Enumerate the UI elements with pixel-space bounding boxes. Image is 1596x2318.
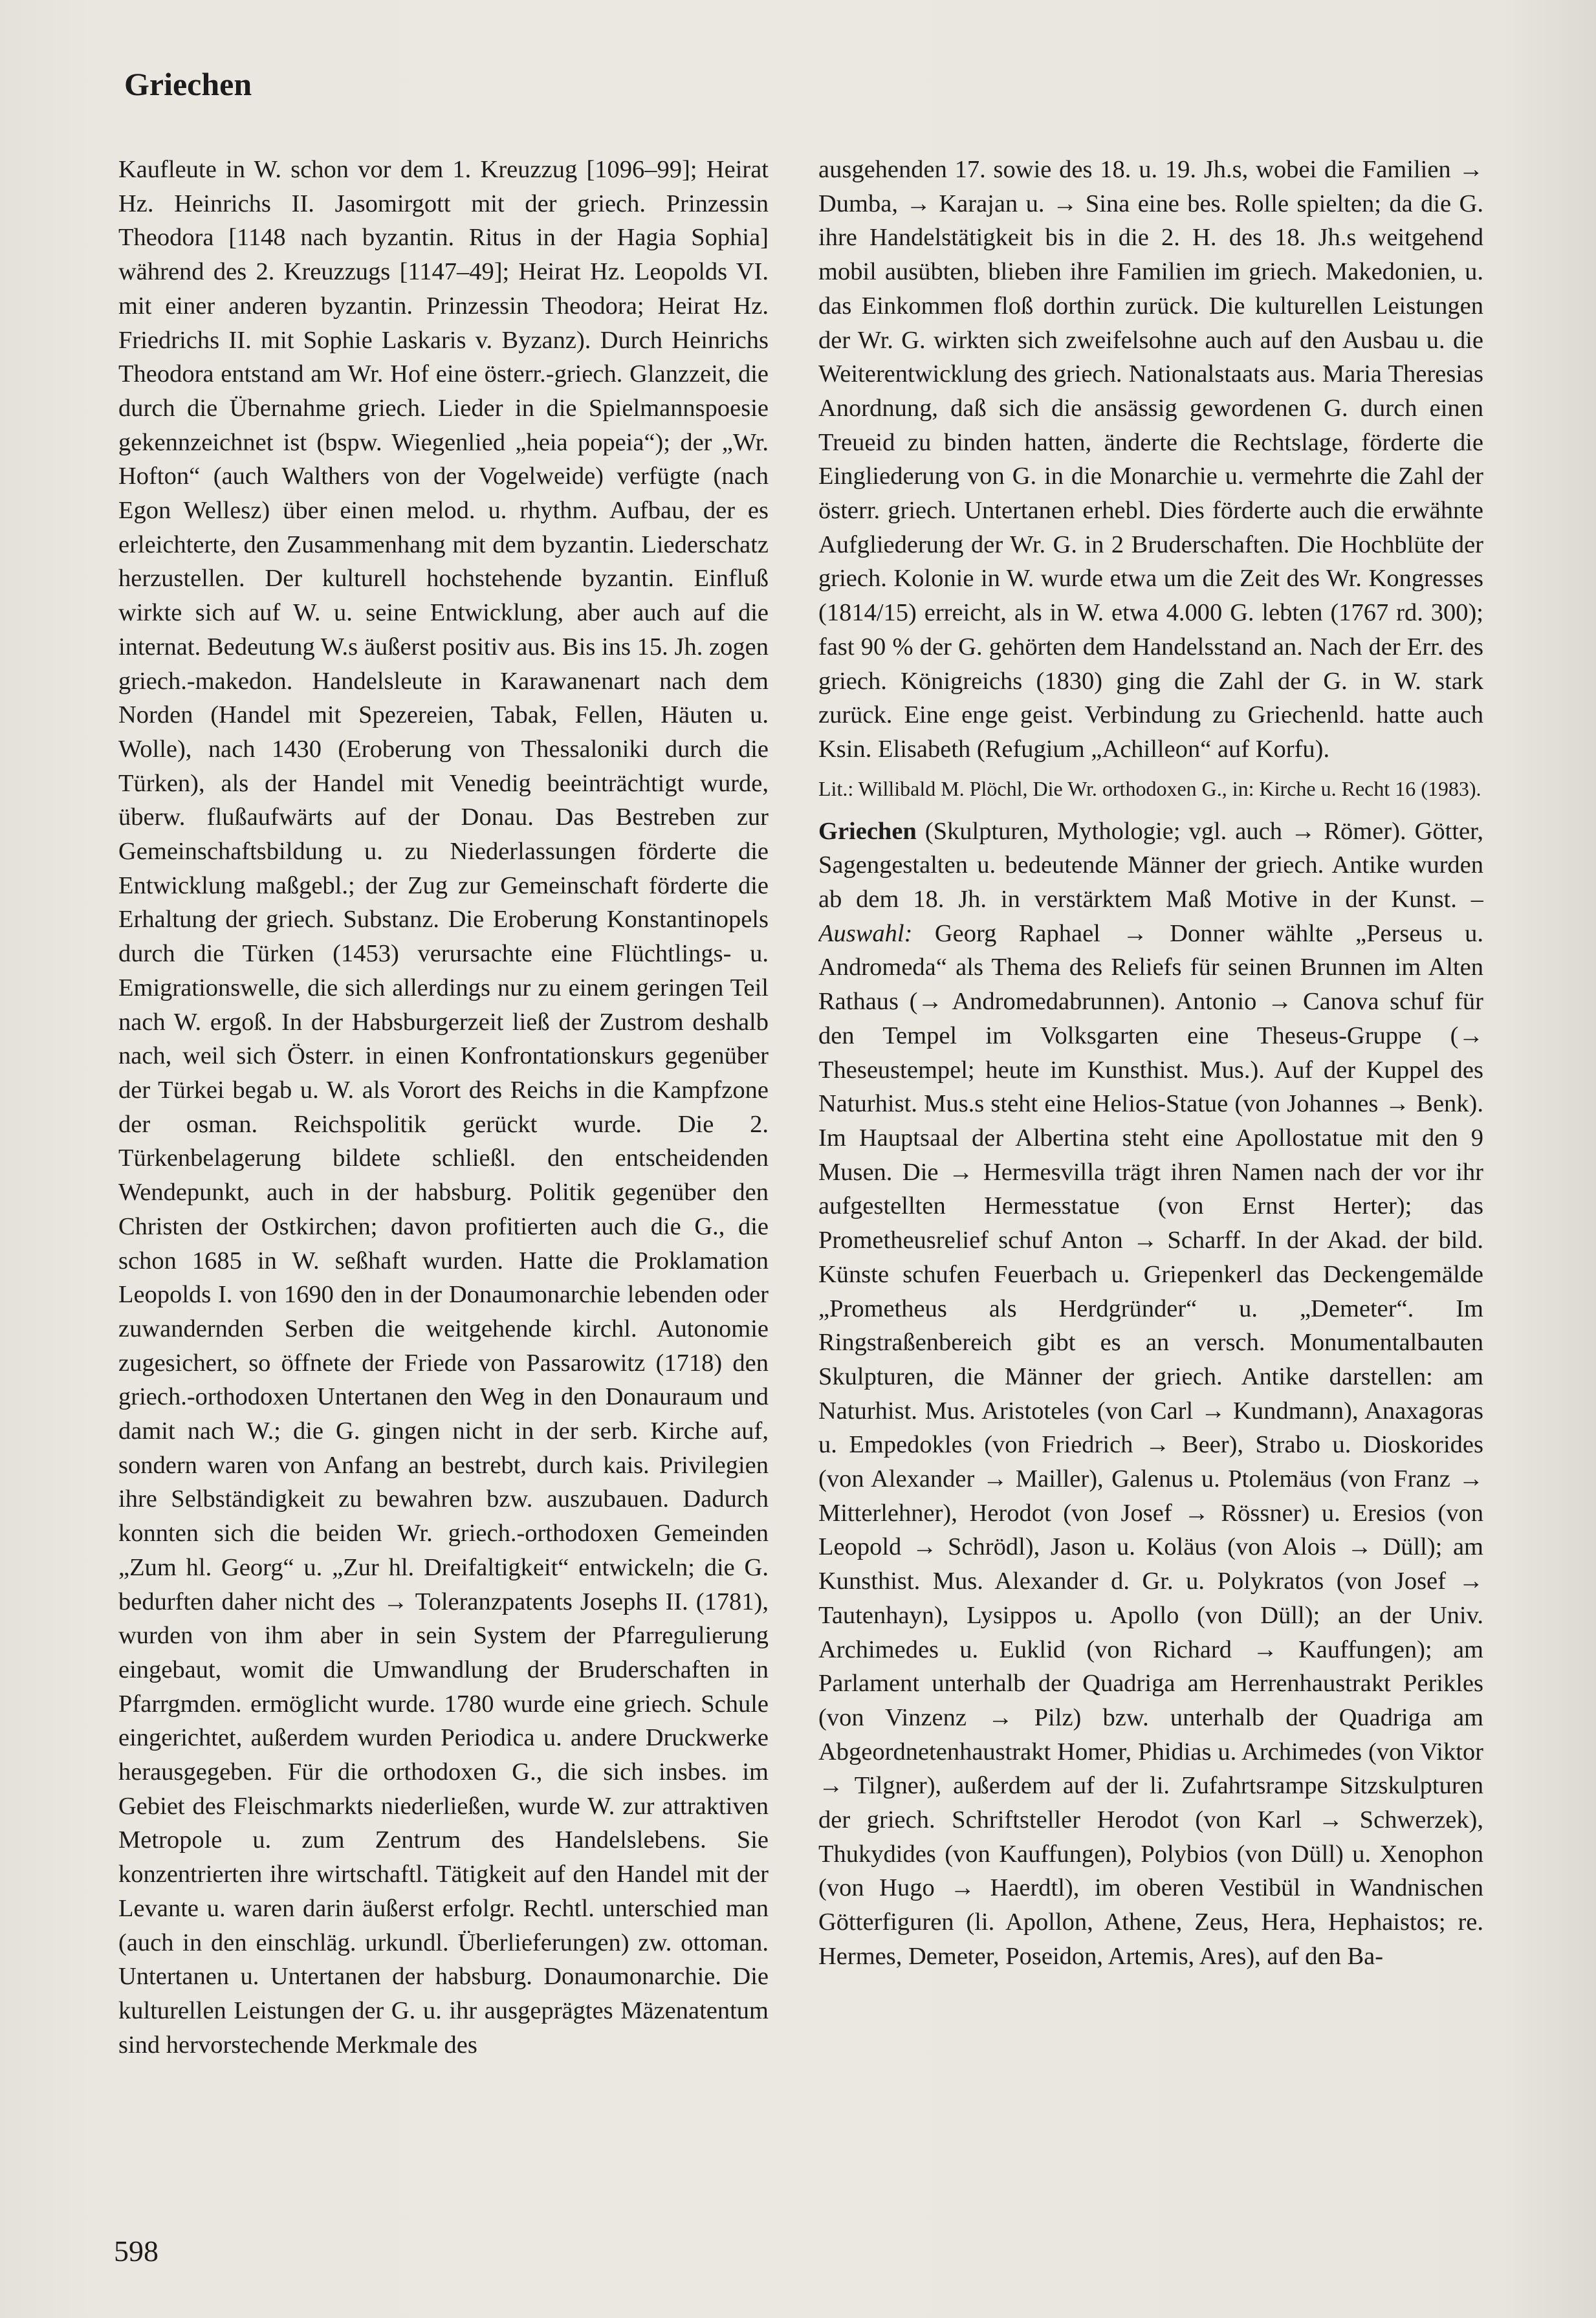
running-head-title: Griechen xyxy=(124,66,252,102)
entry-lemma: Griechen xyxy=(818,817,917,845)
page-number: 598 xyxy=(114,2235,159,2268)
right-text-column xyxy=(818,153,1483,2210)
entry-griechen-paragraph xyxy=(818,815,1483,1974)
left-column-paragraph: Kaufleute in W. schon vor dem 1. Kreuzzug [1096–99]; Heirat Hz. Heinrichs II. Jasomirgott mit der griech. Prinzessin Theodora [1148 nach byzantin. Ritus in der Hagia Sophia] während des 2. Kreuzzugs [1147–49]; Heirat Hz. Leopolds VI. mit einer anderen byzantin. Prinzessin Theodora; Heirat Hz. Friedrichs II. mit Sophie Laskaris v. Byzanz). Durch Heinrichs Theodora entstand am Wr. Hof eine österr.-griech. Glanzzeit, die durch die Übernahme griech. Lieder in die Spielmannspoesie gekennzeichnet ist (bspw. Wiegenlied „heia popeia“); der „Wr. Hofton“ (auch Walthers von der Vogelweide) verfügte (nach Egon Wellesz) über einen melod. u. rhythm. Aufbau, der es erleichterte, den Zusammenhang mit dem byzantin. Liederschatz herzustellen. Der kulturell hochstehende byzantin. Einfluß wirkte sich auf W. u. seine Entwicklung, aber auch auf die internat. Bedeutung W.s äußerst positiv aus. Bis ins 15. Jh. zogen griech.-makedon. Handelsleute in Karawanenart nach dem Norden (Handel mit Spezereien, Tabak, Fellen, Häuten u. Wolle), nach 1430 (Eroberung von Thessaloniki durch die Türken), als der Handel mit Venedig beeinträchtigt wurde, überw. flußaufwärts auf der Donau. Das Bestreben zur Gemeinschaftsbildung u. zu Niederlassungen förderte die Entwicklung maßgebl.; der Zug zur Gemeinschaft förderte die Erhaltung der griech. Substanz. Die Eroberung Konstantinopels durch die Türken (1453) verursachte eine Flüchtlings- u. Emigrationswelle, die sich allerdings nur zu einem geringen Teil nach W. ergoß. In der Habsburgerzeit ließ der Zustrom deshalb nach, weil sich Österr. in einen Konfrontationskurs gegenüber der Türkei begab u. W. als Vorort des Reichs in die Kampfzone der osman. Reichspolitik gerückt wurde. Die 2. Türkenbelagerung bildete schließl. den entscheidenden Wendepunkt, auch in der habsburg. Politik gegenüber den Christen der Ostkirchen; davon profitierten auch die G., die schon 1685 in W. seßhaft wurden. Hatte die Proklamation Leopolds I. von 1690 den in der Donaumonarchie lebenden oder zuwandernden Serben die weitgehende kirchl. Autonomie zugesichert, so öffnete der Friede von Passarowitz (1718) den griech.-orthodoxen Untertanen den Weg in den Donauraum und damit nach W.; die G. gingen nicht in der serb. Kirche auf, sondern waren von Anfang an bestrebt, durch kais. Privilegien ihre Selbständigkeit zu bewahren bzw. auszubauen. Dadurch konnten sich die beiden Wr. griech.-orthodoxen Gemeinden „Zum hl. Georg“ u. „Zur hl. Dreifaltigkeit“ entwickeln; die G. bedurften daher nicht des → Toleranzpatents Josephs II. (1781), wurden von ihm aber in sein System der Pfarregulierung eingebaut, womit die Umwandlung der Bruderschaften in Pfarrgmden. ermöglicht wurde. 1780 wurde eine griech. Schule eingerichtet, außerdem wurden Periodica u. andere Druckwerke herausgegeben. Für die orthodoxen G., die sich insbes. im Gebiet des Fleischmarkts niederließen, wurde W. zur attraktiven Metropole u. zum Zentrum des Handelslebens. Sie konzentrierten ihre wirtschaftl. Tätigkeit auf den Handel mit der Levante u. waren darin äußerst erfolgr. Rechtl. unterschied man (auch in den einschläg. urkundl. Überlieferungen) zw. ottoman. Untertanen u. Untertanen der habsburg. Donaumonarchie. Die kulturellen Leistungen der G. u. ihr ausgeprägtes Mäzenatentum sind hervorstechende Merkmale des xyxy=(118,156,769,2059)
entry-selection-label: Auswahl: xyxy=(818,919,913,947)
literature-reference: Lit.: Willibald M. Plöchl, Die Wr. orthodoxen G., in: Kirche u. Recht 16 (1983). xyxy=(818,776,1481,800)
entry-intro-text: (Skulpturen, Mythologie; vgl. auch → Römer). Götter, Sagengestalten u. bedeutende Männer der griech. Antike wurden ab dem 18. Jh. in verstärktem Maß Motive in der Kunst. – xyxy=(818,817,1483,913)
entry-body-text: Georg Raphael → Donner wählte „Perseus u. Andromeda“ als Thema des Reliefs für seinen Brunnen im Alten Rathaus (→ Andromedabrunnen). Antonio → Canova schuf für den Tempel im Volksgarten eine Theseus-Gruppe (→ Theseustempel; heute im Kunsthist. Mus.). Auf der Kuppel des Naturhist. Mus.s steht eine Helios-Statue (von Johannes → Benk). Im Hauptsaal der Albertina steht eine Apollostatue mit den 9 Musen. Die → Hermesvilla trägt ihren Namen nach der vor ihr aufgestellten Hermesstatue (von Ernst Herter); das Prometheusrelief schuf Anton → Scharff. In der Akad. der bild. Künste schufen Feuerbach u. Griepenkerl das Deckengemälde „Prometheus als Herdgründer“ u. „Demeter“. Im Ringstraßenbereich gibt es an versch. Monumentalbauten Skulpturen, die Männer der griech. Antike darstellen: am Naturhist. Mus. Aristoteles (von Carl → Kundmann), Anaxagoras u. Empedokles (von Friedrich → Beer), Strabo u. Dioskorides (von Alexander → Mailler), Galenus u. Ptolemäus (von Franz → Mitterlehner), Herodot (von Josef → Rössner) u. Eresios (von Leopold → Schrödl), Jason u. Koläus (von Alois → Düll); am Kunsthist. Mus. Alexander d. Gr. u. Polykratos (von Josef → Tautenhayn), Lysippos u. Apollo (von Düll); an der Univ. Archimedes u. Euklid (von Richard → Kauffungen); am Parlament unterhalb der Quadriga am Herrenhaustrakt Perikles (von Vinzenz → Pilz) bzw. unterhalb der Quadriga am Abgeordnetenhaustrakt Homer, Phidias u. Archimedes (von Viktor → Tilgner), außerdem auf der li. Zufahrtsrampe Sitzskulpturen der griech. Schriftsteller Herodot (von Karl → Schwerzek), Thukydides (von Kauffungen), Polybios (von Düll) u. Xenophon (von Hugo → Haerdtl), im oberen Vestibül in Wandnischen Götterfiguren (li. Apollon, Athene, Zeus, Hera, Hephaistos; re. Hermes, Demeter, Poseidon, Artemis, Ares), auf den Ba- xyxy=(818,919,1483,1970)
left-text-column xyxy=(118,153,769,2210)
right-column-continuation-paragraph: ausgehenden 17. sowie des 18. u. 19. Jh.s, wobei die Familien → Dumba, → Karajan u. → Sina eine bes. Rolle spielten; da die G. ihre Handelstätigkeit bis in die 2. H. des 18. Jh.s weitgehend mobil ausübten, blieben ihre Familien im griech. Makedonien, u. das Einkommen floß dorthin zurück. Die kulturellen Leistungen der Wr. G. wirkten sich zweifelsohne auch auf den Ausbau u. die Weiterentwicklung des griech. Nationalstaats aus. Maria Theresias Anordnung, daß sich die ansässig gewordenen G. durch einen Treueid zu binden hatten, änderte die Rechtslage, förderte die Eingliederung von G. in die Monarchie u. vermehrte die Zahl der österr. griech. Untertanen erhebl. Dies förderte auch die erwähnte Aufgliederung der Wr. G. in 2 Bruderschaften. Die Hochblüte der griech. Kolonie in W. wurde etwa um die Zeit des Wr. Kongresses (1814/15) erreicht, als in W. etwa 4.000 G. lebten (1767 rd. 300); fast 90 % der G. gehörten dem Handelsstand an. Nach der Err. des griech. Königreichs (1830) ging die Zahl der G. in W. stark zurück. Eine enge geist. Verbindung zu Griechenld. hatte auch Ksin. Elisabeth (Refugium „Achilleon“ auf Korfu). xyxy=(818,156,1483,763)
